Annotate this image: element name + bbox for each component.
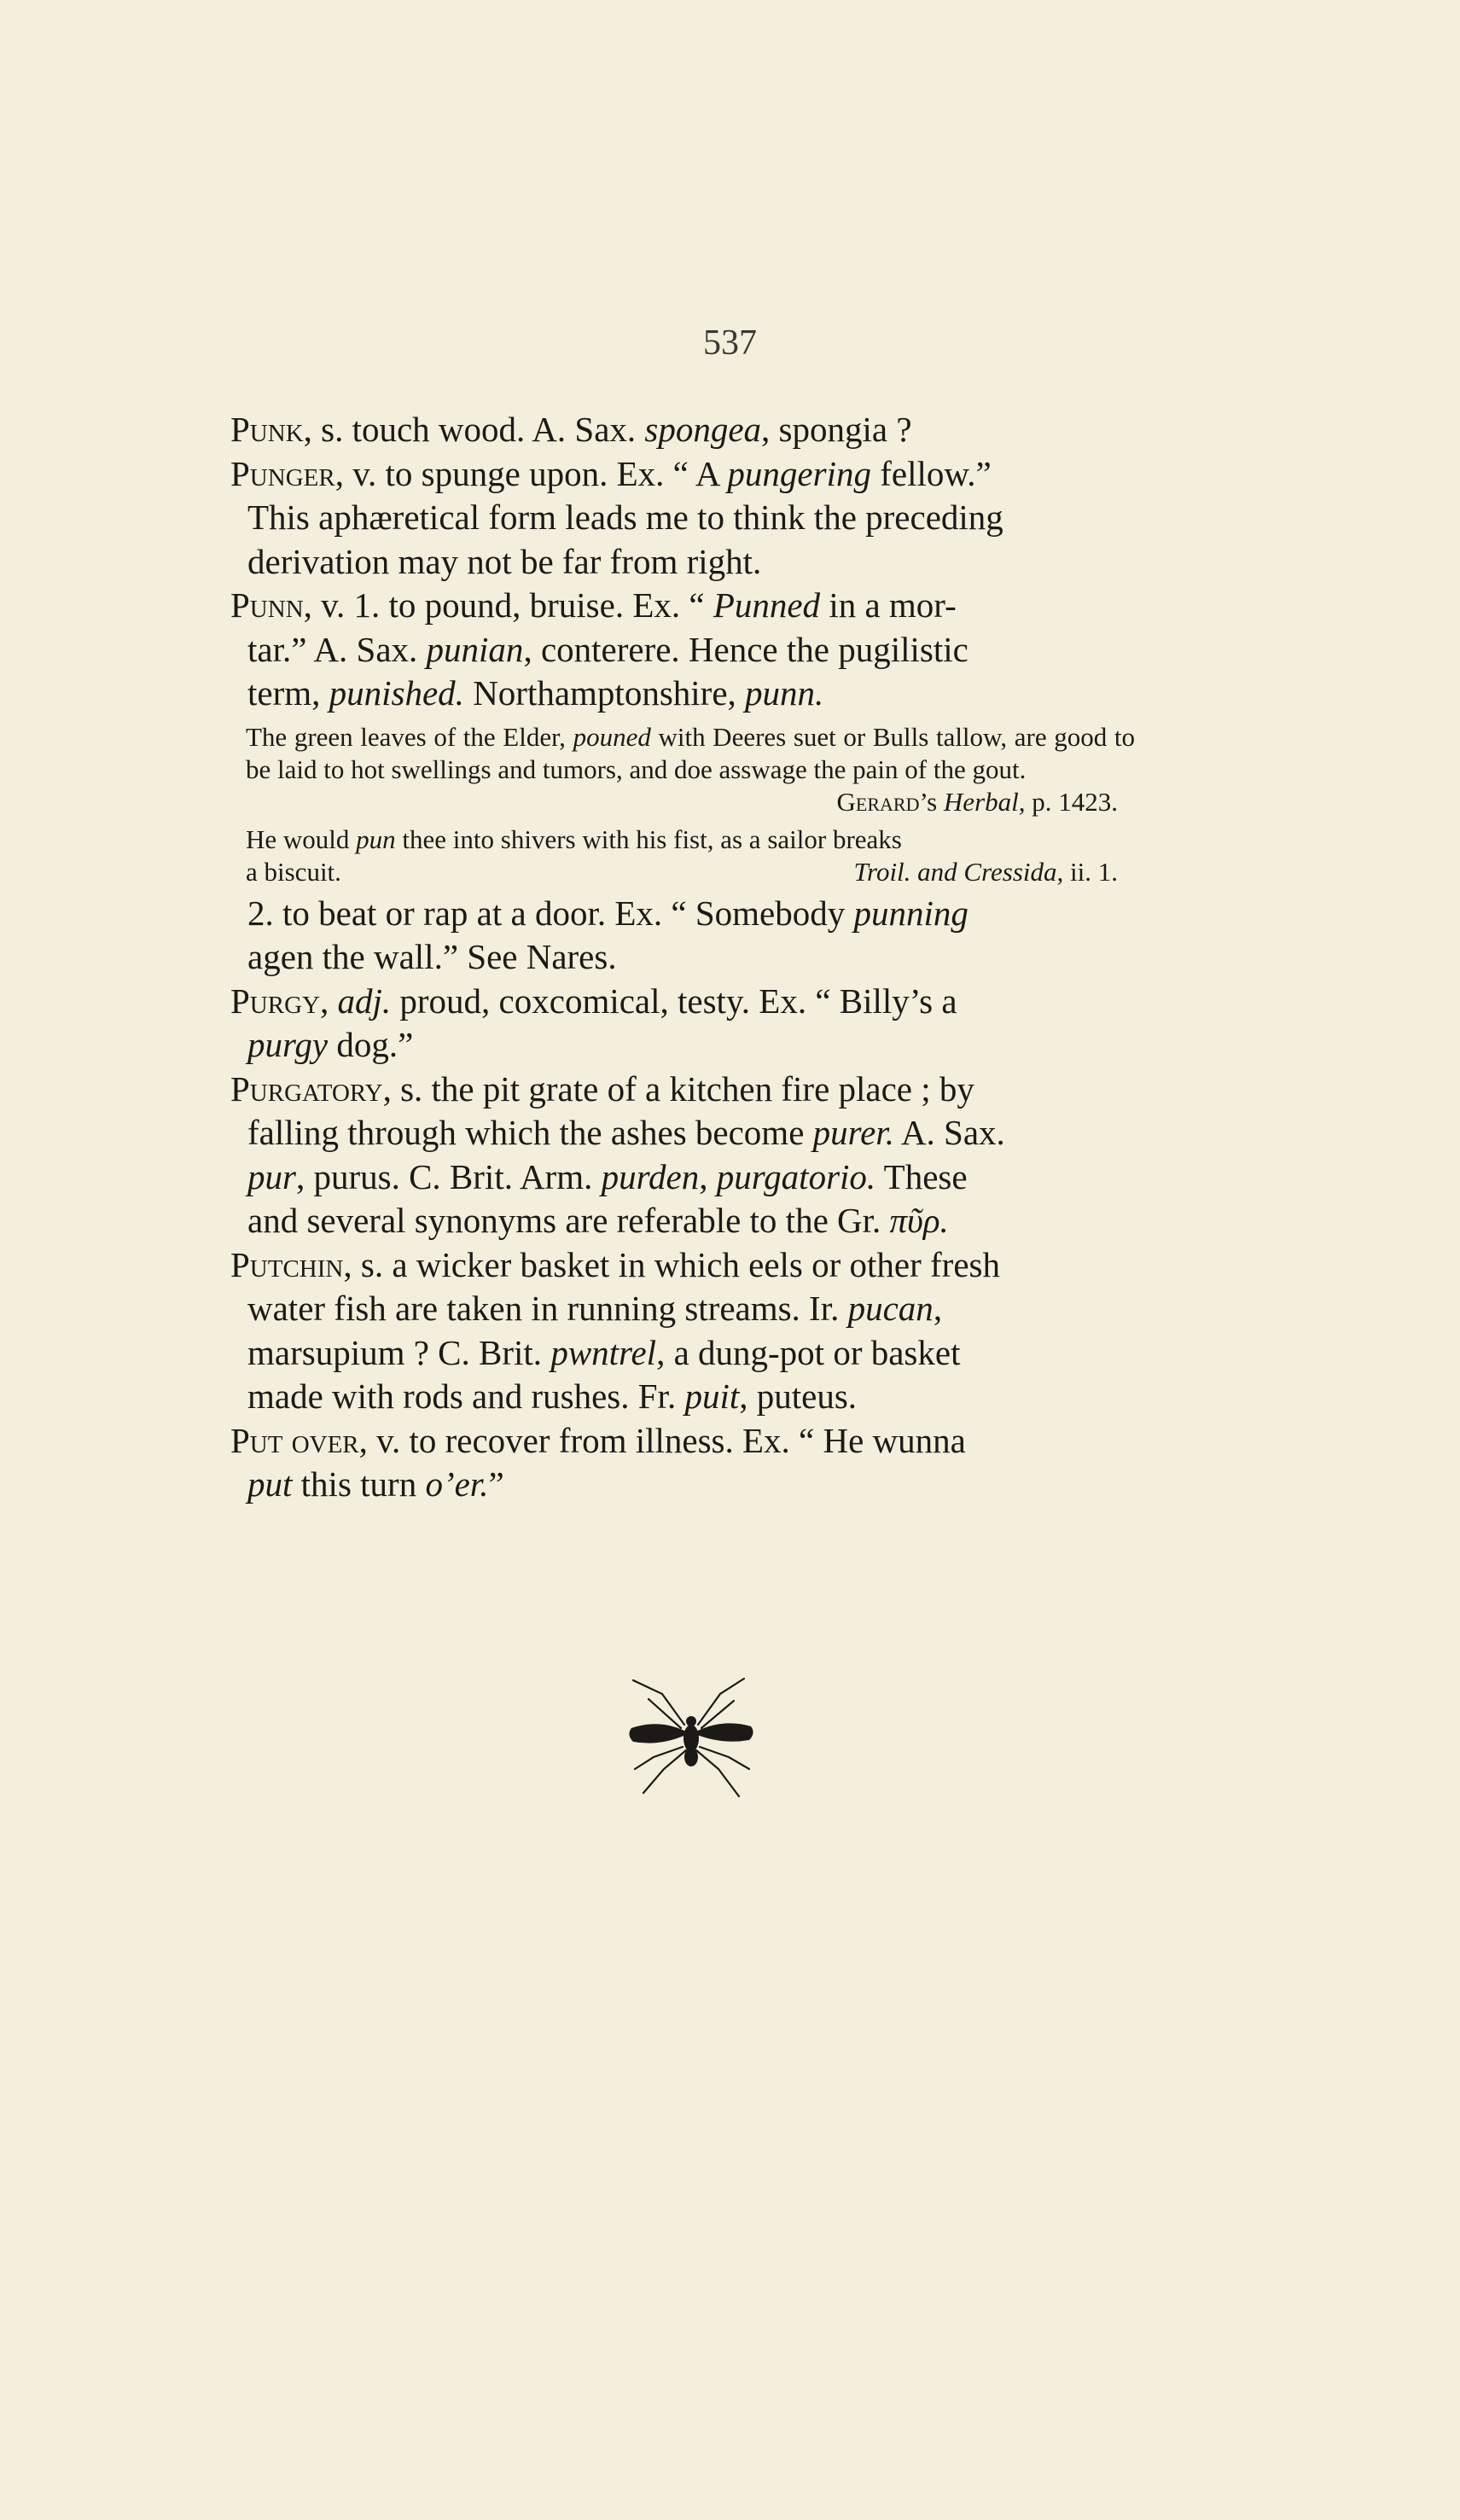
entry-text: , s. the pit grate of a kitchen fire place ; by: [382, 1068, 974, 1109]
entry-text: ,: [699, 1156, 717, 1196]
entry-text: 2. to beat or rap at a door. Ex. “ Somebody: [247, 893, 854, 933]
entry-text: , v. to recover from illness. Ex. “ He wunna: [358, 1420, 966, 1460]
italic-text: punished.: [329, 673, 464, 713]
entry-text: dog.”: [328, 1025, 414, 1064]
entry-text: proud, coxcomical, testy. Ex. “ Billy’s a: [391, 981, 957, 1021]
entry-put-over: [230, 1419, 1135, 1507]
italic-text: o’er.: [425, 1464, 489, 1504]
entry-text: This aphæretical form leads me to think the preceding: [247, 498, 1003, 537]
entry-text: derivation may not be far from right.: [247, 541, 762, 581]
italic-text: puit: [684, 1376, 740, 1416]
entry-text: , purus. C. Brit. Arm.: [295, 1156, 602, 1196]
entry-text: marsupium ? C. Brit.: [247, 1332, 551, 1372]
entry-text: and several synonyms are referable to the Gr.: [247, 1201, 890, 1240]
italic-text: put: [247, 1464, 293, 1504]
citation-title: Herbal,: [943, 786, 1026, 817]
entry-text: , a dung-pot or basket: [656, 1332, 961, 1372]
entry-text: water fish are taken in running streams. Ir.: [247, 1289, 848, 1328]
entry-text: this turn: [292, 1464, 426, 1504]
entry-punk: [230, 408, 1135, 452]
italic-text: purer.: [812, 1113, 894, 1152]
headword: Purgy: [230, 981, 320, 1021]
italic-text: purgy: [247, 1025, 329, 1064]
italic-text: purden: [601, 1156, 700, 1196]
entry-text: tar.” A. Sax.: [247, 629, 427, 669]
italic-text: pouned: [573, 721, 651, 752]
entry-text: in a mor-: [820, 585, 957, 625]
citation: [246, 786, 1135, 818]
entry-text: ,: [319, 981, 338, 1021]
quotation-gerard: [230, 721, 1135, 818]
entry-text: , v. 1. to pound, bruise. Ex. “: [303, 585, 713, 625]
headword: Putchin: [230, 1244, 344, 1284]
italic-text: pun: [356, 824, 396, 854]
quotation-shakespeare: [230, 824, 1135, 888]
entry-putchin: [230, 1243, 1135, 1419]
entry-text: A. Sax.: [893, 1113, 1005, 1152]
entry-text: , v. to spunge upon. Ex. “ A: [334, 453, 728, 493]
entry-punn: [230, 584, 1135, 716]
entry-purgatory: [230, 1068, 1135, 1243]
italic-text: spongea: [644, 410, 762, 449]
italic-text: purgatorio.: [716, 1156, 876, 1196]
headword: Punn: [230, 585, 304, 625]
entry-text: These: [875, 1156, 968, 1196]
entry-text: agen the wall.” See Nares.: [247, 937, 617, 976]
italic-text: adj.: [337, 981, 392, 1021]
entry-text: fellow.”: [870, 453, 992, 493]
page-number: 537: [703, 323, 757, 363]
entry-text: made with rods and rushes. Fr.: [247, 1376, 685, 1416]
italic-text: Punned: [713, 585, 821, 625]
dictionary-text: [230, 408, 1135, 1507]
italic-text: punning: [853, 893, 968, 933]
italic-text: pwntrel: [550, 1332, 657, 1372]
insect-ornament-icon: [614, 1668, 768, 1805]
entry-text: , s. touch wood. A. Sax.: [303, 410, 645, 449]
citation-text: ’s: [919, 786, 944, 817]
citation-text: ii. 1.: [1063, 856, 1118, 887]
greek-text: πῦρ.: [889, 1201, 949, 1240]
entry-text: term,: [247, 673, 329, 713]
italic-text: pungering: [727, 453, 871, 493]
citation-author: Gerard: [836, 786, 920, 817]
entry-purgy: [230, 980, 1135, 1068]
citation-title: Troil. and Cressida,: [853, 856, 1064, 887]
entry-text: Northamptonshire,: [463, 673, 746, 713]
quote-text: a biscuit.: [246, 856, 341, 887]
headword: Punger: [230, 453, 335, 493]
quote-text: with Deeres suet or Bulls tallow, are good to be laid to hot swellings and tumors, and doe asswage the pain of the gout.: [246, 721, 1135, 784]
italic-text: punn.: [745, 673, 824, 713]
italic-text: punian: [426, 629, 524, 669]
headword: Put over: [230, 1420, 359, 1460]
citation: [246, 856, 1135, 888]
italic-text: pur: [247, 1156, 296, 1196]
italic-text: pucan: [847, 1289, 934, 1328]
entry-text: , puteus.: [739, 1376, 858, 1416]
quote-text: thee into shivers with his fist, as a sailor breaks: [395, 824, 902, 854]
entry-punn-sense-2: [230, 892, 1135, 980]
entry-text: falling through which the ashes become: [247, 1113, 813, 1152]
quote-text: The green leaves of the Elder,: [246, 721, 573, 752]
headword: Punk: [230, 410, 304, 449]
entry-text: , s. a wicker basket in which eels or other fresh: [343, 1244, 1000, 1284]
citation-text: p. 1423.: [1025, 786, 1118, 817]
headword: Purgatory: [230, 1068, 383, 1109]
quote-text: He would: [246, 824, 357, 854]
entry-text: ”: [488, 1464, 504, 1504]
entry-text: , spongia ?: [761, 410, 912, 449]
entry-punger: [230, 452, 1135, 585]
entry-text: , conterere. Hence the pugilistic: [523, 629, 968, 669]
entry-text: ,: [933, 1289, 943, 1328]
